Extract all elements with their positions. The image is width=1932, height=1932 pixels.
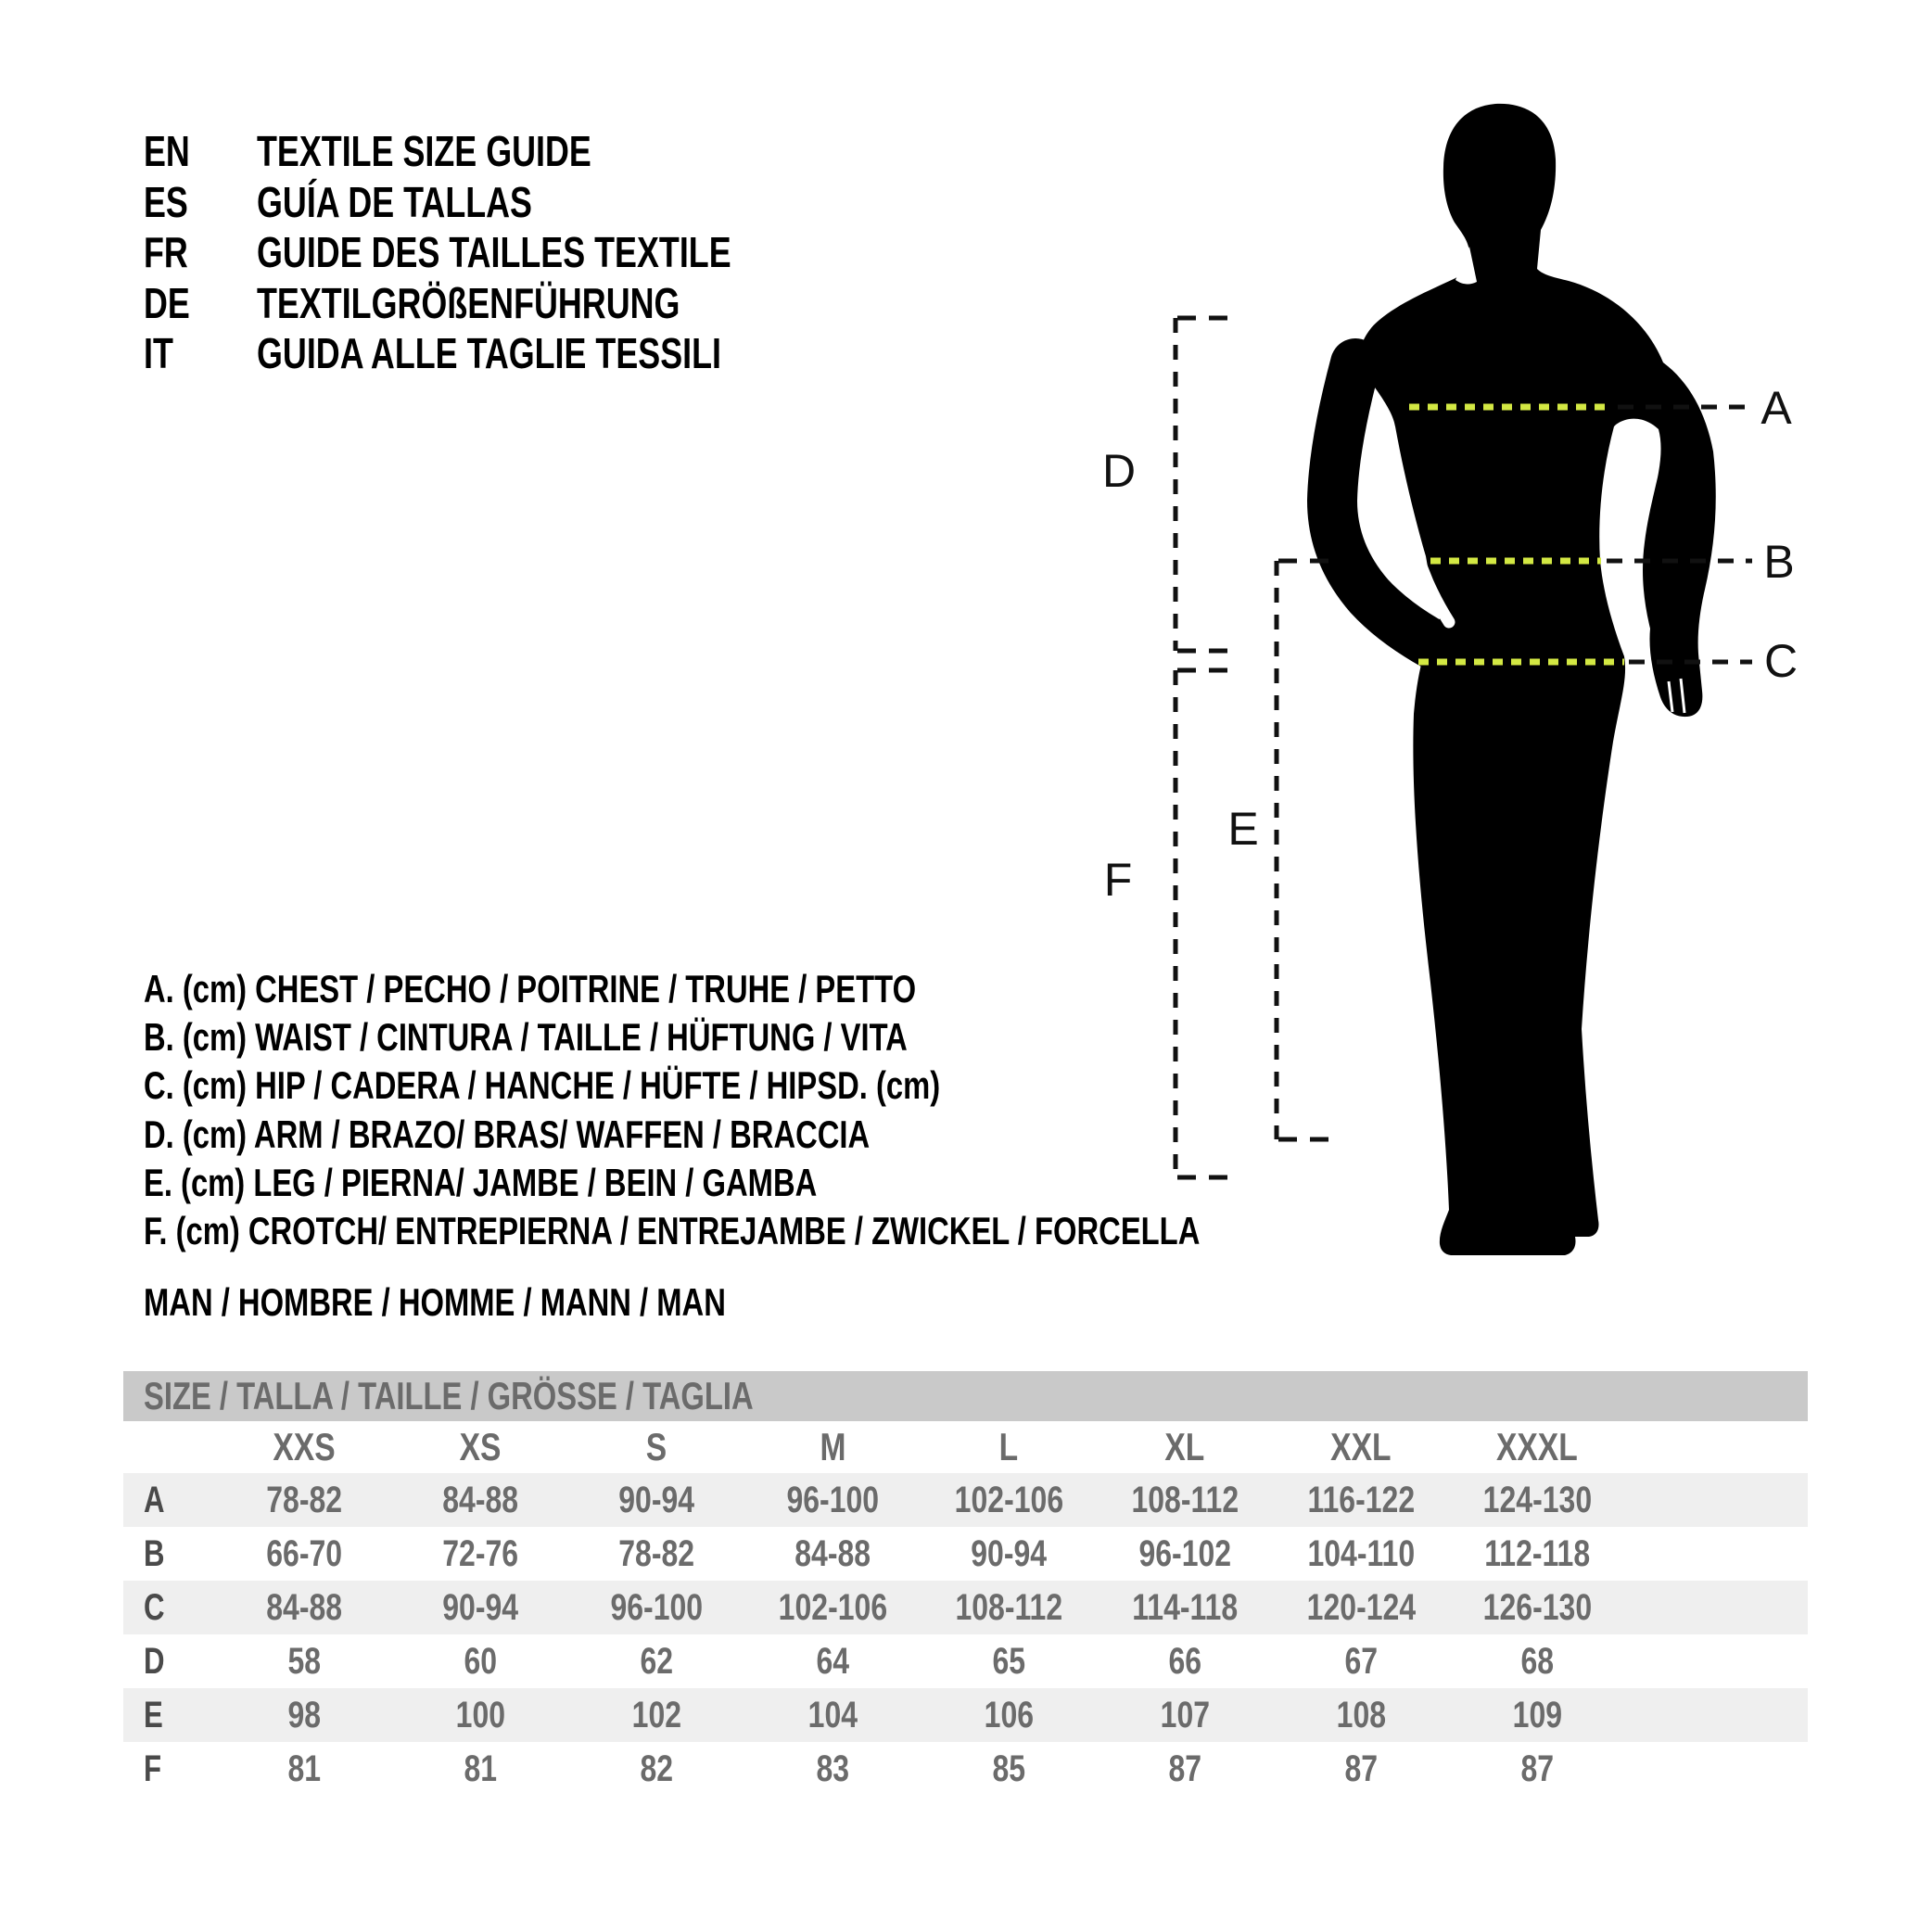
cell-value: 90-94 xyxy=(971,1532,1047,1574)
size-col-header xyxy=(392,1425,568,1469)
cell-value: 102-106 xyxy=(954,1479,1063,1520)
table-row-crotch xyxy=(123,1742,1808,1796)
cell-value: 87 xyxy=(1344,1748,1378,1789)
lang-code: DE xyxy=(144,278,190,327)
table-cell xyxy=(1273,1587,1449,1629)
cell-value: 60 xyxy=(464,1640,497,1682)
table-cell xyxy=(1273,1695,1449,1736)
label-chest: A xyxy=(1760,382,1792,434)
table-row-waist xyxy=(123,1527,1808,1581)
size-name: L xyxy=(998,1425,1019,1468)
size-table xyxy=(123,1371,1808,1796)
table-cell xyxy=(1449,1587,1625,1629)
cell-value: 87 xyxy=(1168,1748,1201,1789)
cell-value: 96-102 xyxy=(1138,1532,1231,1574)
table-cell xyxy=(216,1533,392,1575)
table-cell xyxy=(1449,1480,1625,1521)
size-col-header xyxy=(921,1425,1097,1469)
cell-value: 109 xyxy=(1512,1694,1562,1735)
table-cell xyxy=(921,1480,1097,1521)
cell-value: 104 xyxy=(807,1694,858,1735)
lang-title: TEXTILGRÖßENFÜHRUNG xyxy=(257,278,680,327)
cell-value: 66 xyxy=(1168,1640,1201,1682)
lang-code: FR xyxy=(144,228,188,276)
table-cell xyxy=(1097,1641,1273,1683)
row-label xyxy=(123,1533,216,1575)
table-cell xyxy=(921,1587,1097,1629)
table-cell xyxy=(744,1641,921,1683)
table-cell xyxy=(216,1641,392,1683)
row-label-text: E xyxy=(144,1694,163,1735)
table-row-hip xyxy=(123,1581,1808,1634)
row-label xyxy=(123,1587,216,1629)
legend-text: C. (cm) HIP / CADERA / HANCHE / HÜFTE / HIPSD. (cm) xyxy=(144,1063,941,1108)
cell-value: 68 xyxy=(1520,1640,1554,1682)
row-label-text: D xyxy=(144,1640,165,1682)
table-cell xyxy=(921,1641,1097,1683)
table-row-chest xyxy=(123,1473,1808,1527)
table-cell xyxy=(568,1748,744,1790)
cell-value: 102-106 xyxy=(778,1586,887,1628)
table-cell xyxy=(1449,1533,1625,1575)
row-label-text: F xyxy=(144,1748,162,1789)
cell-value: 82 xyxy=(640,1748,673,1789)
cell-value: 64 xyxy=(816,1640,849,1682)
row-label-text: B xyxy=(144,1532,165,1574)
table-cell xyxy=(921,1748,1097,1790)
table-cell xyxy=(392,1695,568,1736)
cell-value: 108 xyxy=(1336,1694,1386,1735)
cell-value: 66-70 xyxy=(266,1532,342,1574)
cell-value: 126-130 xyxy=(1482,1586,1592,1628)
cell-value: 65 xyxy=(992,1640,1025,1682)
table-cell xyxy=(568,1695,744,1736)
cell-value: 116-122 xyxy=(1307,1479,1415,1520)
cell-value: 62 xyxy=(640,1640,673,1682)
lang-title: GUÍA DE TALLAS xyxy=(257,177,532,226)
table-cell xyxy=(921,1533,1097,1575)
size-table-header-bar xyxy=(123,1371,1808,1421)
cell-value: 72-76 xyxy=(442,1532,518,1574)
row-label xyxy=(123,1480,216,1521)
row-label-text: A xyxy=(144,1479,165,1520)
table-cell xyxy=(1273,1480,1449,1521)
legend-item-leg xyxy=(144,1159,1498,1207)
cell-value: 78-82 xyxy=(266,1479,342,1520)
cell-value: 106 xyxy=(984,1694,1034,1735)
cell-value: 104-110 xyxy=(1307,1532,1415,1574)
cell-value: 87 xyxy=(1520,1748,1554,1789)
table-cell xyxy=(216,1480,392,1521)
legend-text: F. (cm) CROTCH/ ENTREPIERNA / ENTREJAMBE / ZWICKEL / FORCELLA xyxy=(144,1208,1201,1252)
cell-value: 96-100 xyxy=(786,1479,879,1520)
cell-value: 90-94 xyxy=(442,1586,518,1628)
table-cell xyxy=(1097,1748,1273,1790)
measure-legend xyxy=(144,965,1498,1255)
cell-value: 83 xyxy=(816,1748,849,1789)
cell-value: 81 xyxy=(287,1748,321,1789)
size-name: M xyxy=(820,1425,845,1468)
size-name: XXXL xyxy=(1496,1425,1578,1468)
cell-value: 114-118 xyxy=(1132,1586,1238,1628)
label-hip: C xyxy=(1763,635,1799,687)
cell-value: 78-82 xyxy=(618,1532,694,1574)
size-name: XS xyxy=(459,1425,502,1468)
table-cell xyxy=(568,1480,744,1521)
table-row-arm xyxy=(123,1634,1808,1688)
table-row-leg xyxy=(123,1688,1808,1742)
size-col-header xyxy=(1449,1425,1625,1469)
size-col-header xyxy=(1273,1425,1449,1469)
cell-value: 85 xyxy=(992,1748,1025,1789)
lang-code: ES xyxy=(144,177,188,226)
cell-value: 108-112 xyxy=(955,1586,1062,1628)
table-cell xyxy=(1273,1748,1449,1790)
size-table-header-text: SIZE / TALLA / TAILLE / GRÖSSE / TAGLIA xyxy=(144,1374,754,1417)
cell-value: 67 xyxy=(1344,1640,1378,1682)
table-cell xyxy=(568,1587,744,1629)
table-cell xyxy=(1097,1533,1273,1575)
audience-text: MAN / HOMBRE / HOMME / MANN / MAN xyxy=(144,1280,726,1324)
cell-value: 58 xyxy=(287,1640,321,1682)
size-name: XXS xyxy=(273,1425,336,1468)
cell-value: 102 xyxy=(631,1694,681,1735)
table-cell xyxy=(744,1695,921,1736)
lang-code: EN xyxy=(144,127,190,175)
table-cell xyxy=(216,1695,392,1736)
label-waist: B xyxy=(1763,536,1795,588)
legend-item-waist xyxy=(144,1013,1498,1061)
cell-value: 81 xyxy=(464,1748,497,1789)
legend-item-arm xyxy=(144,1111,1498,1159)
cell-value: 84-88 xyxy=(442,1479,518,1520)
table-cell xyxy=(1097,1480,1273,1521)
table-cell xyxy=(392,1587,568,1629)
table-cell xyxy=(392,1748,568,1790)
size-name: XL xyxy=(1164,1425,1205,1468)
table-cell xyxy=(568,1641,744,1683)
size-col-header xyxy=(1097,1425,1273,1469)
table-cell xyxy=(744,1480,921,1521)
lang-title: TEXTILE SIZE GUIDE xyxy=(257,127,591,175)
size-header-row xyxy=(123,1421,1808,1473)
table-cell xyxy=(216,1587,392,1629)
legend-item-crotch xyxy=(144,1207,1498,1255)
size-col-header xyxy=(744,1425,921,1469)
table-cell xyxy=(1449,1695,1625,1736)
row-label xyxy=(123,1748,216,1790)
label-leg: E xyxy=(1227,803,1259,855)
legend-text: B. (cm) WAIST / CINTURA / TAILLE / HÜFTUNG / VITA xyxy=(144,1015,908,1060)
lang-code: IT xyxy=(144,329,173,377)
table-cell xyxy=(744,1533,921,1575)
row-label xyxy=(123,1695,216,1736)
cell-value: 84-88 xyxy=(266,1586,342,1628)
cell-value: 96-100 xyxy=(610,1586,703,1628)
cell-value: 124-130 xyxy=(1482,1479,1592,1520)
table-cell xyxy=(1097,1587,1273,1629)
cell-value: 84-88 xyxy=(794,1532,871,1574)
cell-value: 108-112 xyxy=(1131,1479,1239,1520)
legend-text: A. (cm) CHEST / PECHO / POITRINE / TRUHE / PETTO xyxy=(144,967,917,1010)
size-name: S xyxy=(645,1425,667,1468)
label-crotch: F xyxy=(1103,854,1133,906)
size-name: XXL xyxy=(1330,1425,1392,1468)
table-cell xyxy=(392,1641,568,1683)
label-arm: D xyxy=(1101,445,1137,497)
cell-value: 120-124 xyxy=(1306,1586,1416,1628)
legend-text: E. (cm) LEG / PIERNA/ JAMBE / BEIN / GAMBA xyxy=(144,1160,818,1204)
audience-line xyxy=(144,1281,890,1324)
row-label-text: C xyxy=(144,1586,165,1628)
table-cell xyxy=(1273,1641,1449,1683)
table-cell xyxy=(1273,1533,1449,1575)
cell-value: 112-118 xyxy=(1484,1532,1590,1574)
table-cell xyxy=(392,1480,568,1521)
table-cell xyxy=(744,1748,921,1790)
legend-item-chest xyxy=(144,965,1498,1013)
table-cell xyxy=(921,1695,1097,1736)
table-cell xyxy=(392,1533,568,1575)
cell-value: 100 xyxy=(455,1694,505,1735)
table-cell xyxy=(1449,1748,1625,1790)
table-cell xyxy=(1449,1641,1625,1683)
size-col-header xyxy=(568,1425,744,1469)
size-col-header xyxy=(216,1425,392,1469)
lang-title: GUIDA ALLE TAGLIE TESSILI xyxy=(257,329,721,377)
table-cell xyxy=(216,1748,392,1790)
legend-item-hip xyxy=(144,1061,1498,1110)
legend-text: D. (cm) ARM / BRAZO/ BRAS/ WAFFEN / BRACCIA xyxy=(144,1112,871,1156)
row-label xyxy=(123,1641,216,1683)
table-cell xyxy=(568,1533,744,1575)
cell-value: 107 xyxy=(1160,1694,1210,1735)
cell-value: 90-94 xyxy=(618,1479,694,1520)
cell-value: 98 xyxy=(287,1694,321,1735)
lang-title: GUIDE DES TAILLES TEXTILE xyxy=(257,228,731,276)
table-cell xyxy=(1097,1695,1273,1736)
table-cell xyxy=(744,1587,921,1629)
